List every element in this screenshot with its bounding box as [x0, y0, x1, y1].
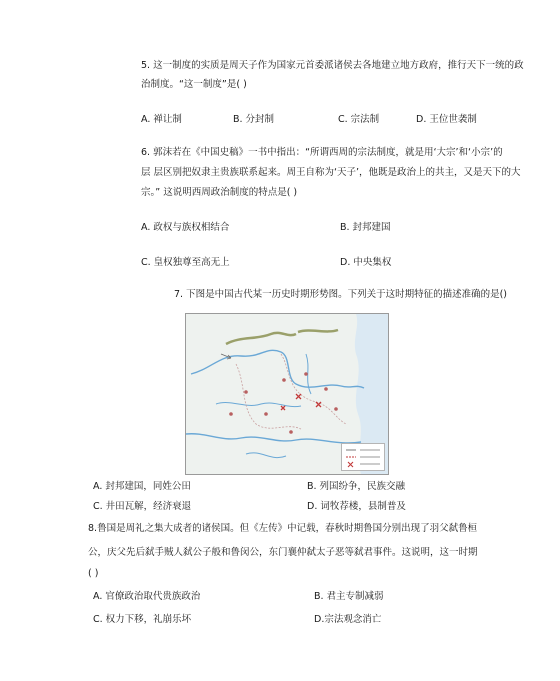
q6-stem-line2: 层 层区别把奴隶主贵族联系起来。周王自称为‘天子’，他既是政治上的共主，又是天下的大: [141, 167, 521, 178]
q8-option-a: A. 官僚政治取代贵族政治: [93, 591, 201, 602]
q6-option-c: C. 皇权独尊至高无上: [141, 257, 230, 268]
map-river-yellow: [191, 350, 364, 388]
map-boundary-1: [236, 364, 301, 429]
map-river-yangtze: [186, 434, 361, 443]
q8-option-d: D.宗法观念消亡: [314, 614, 382, 625]
q6-option-d: D. 中央集权: [340, 257, 392, 268]
map-river-south: [246, 453, 286, 458]
map-legend: [341, 443, 385, 471]
historical-map: [185, 313, 389, 475]
q8-option-b: B. 君主专制减弱: [314, 591, 384, 602]
q5-option-d: D. 王位世袭制: [416, 114, 477, 125]
q6-stem-line1: 6. 郭沫若在《中国史稿》一书中指出：“所谓西周的宗法制度，就是用‘大宗’和‘小宗’的: [141, 147, 503, 158]
q8-stem-line3: ( ): [88, 568, 99, 579]
map-wall-east: [298, 330, 338, 332]
q6-stem-line3: 宗。” 这说明西周政治制度的特点是( ): [141, 187, 298, 198]
q5-option-b: B. 分封制: [233, 114, 275, 125]
q5-stem-line1: 5. 这一制度的实质是周天子作为国家元首委派诸侯去各地建立地方政府，推行天下一统的政: [141, 60, 524, 71]
q8-option-c: C. 权力下移，礼崩乐坏: [93, 614, 192, 625]
q7-option-c: C. 井田瓦解，经济衰退: [93, 501, 192, 512]
map-boundary-2: [281, 354, 346, 424]
q8-stem-line2: 公，庆父先后弑手贼人弑公子般和鲁闵公，东门襄仲弑太子恶等弑君事件。这说明，这一时期: [88, 547, 478, 558]
q5-option-a: A. 禅让制: [141, 114, 182, 125]
q7-stem: 7. 下图是中国古代某一历史时期形势图。下列关于这时期特征的描述准确的是(): [174, 289, 507, 300]
q7-option-d: D. 词牧荐楼，县制普及: [307, 501, 406, 512]
q6-option-a: A. 政权与族权相结合: [141, 222, 230, 233]
map-river-wei: [216, 403, 301, 407]
map-wall-north: [226, 333, 296, 344]
q5-option-c: C. 宗法制: [338, 114, 380, 125]
q7-option-b: B. 列国纷争，民族交融: [307, 481, 406, 492]
q5-stem-line2: 治制度。“这一制度”是( ): [141, 79, 247, 90]
map-battle-markers: [281, 394, 321, 410]
q7-option-a: A. 封邦建国，同姓公田: [93, 481, 191, 492]
q6-option-b: B. 封邦建国: [340, 222, 391, 233]
q8-stem-line1: 8.鲁国是周礼之集大成者的诸侯国。但《左传》中记载，春秋时期鲁国分别出现了羽父弑鲁桓: [88, 523, 478, 534]
